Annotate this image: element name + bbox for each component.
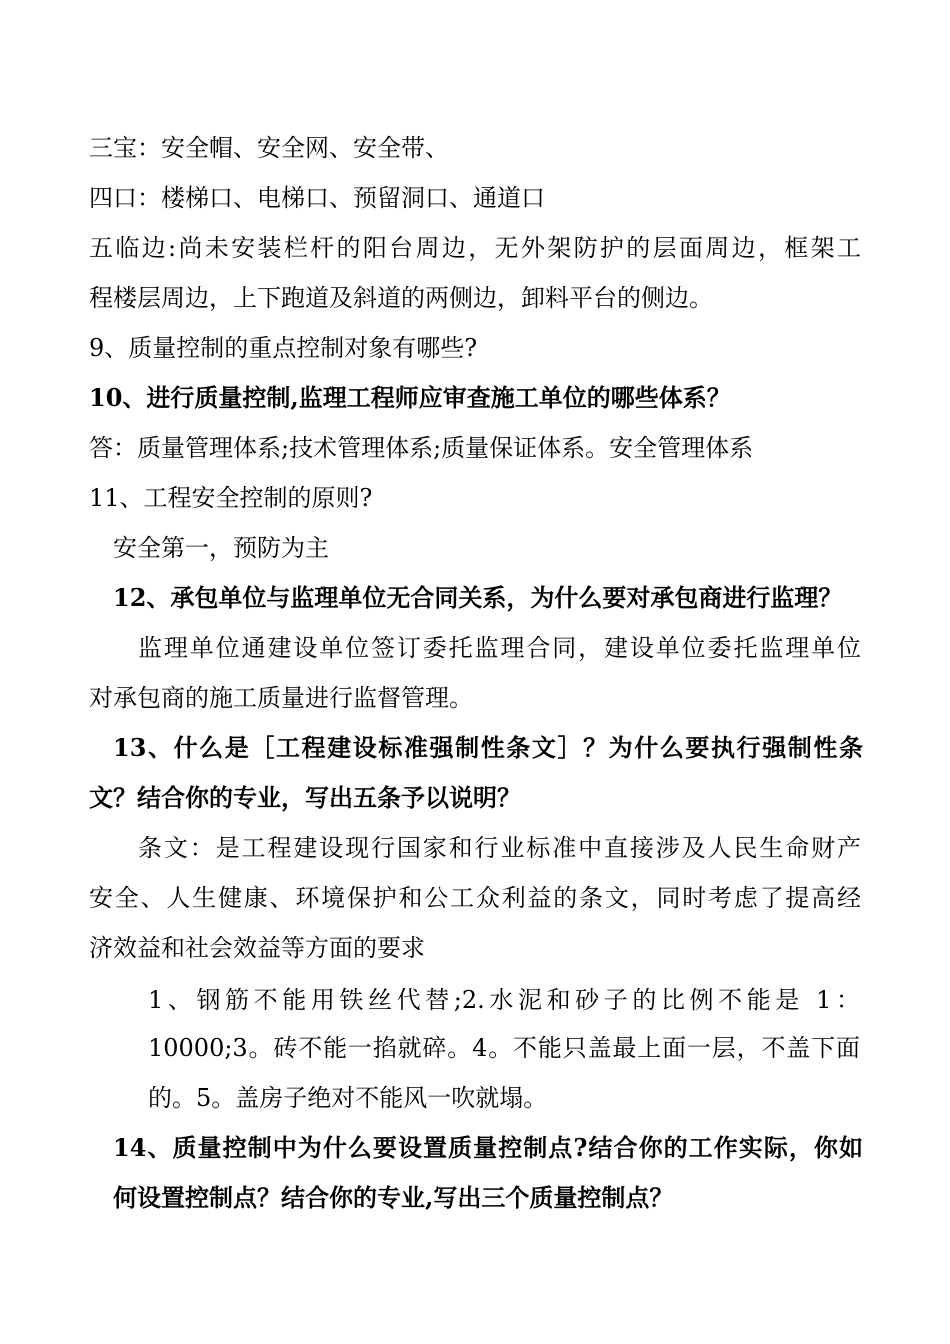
answer-13-line-3: 济效益和社会效益等方面的要求: [89, 934, 425, 962]
question-13-line-2: 文？结合你的专业，写出五条予以说明？: [89, 783, 521, 812]
example-line-3: 的。5。盖房子绝对不能风一吹就塌。: [148, 1084, 548, 1112]
question-14-line-2: 何设置控制点？结合你的专业,写出三个质量控制点？: [113, 1183, 674, 1212]
text-line-sanbao: 三宝：安全帽、安全网、安全带、: [89, 134, 449, 162]
example-line-1: 1、钢筋不能用铁丝代替;2.水泥和砂子的比例不能是 1：: [148, 986, 860, 1014]
answer-13-line-1: 条文：是工程建设现行国家和行业标准中直接涉及人民生命财产: [138, 834, 861, 862]
text-line-wulinbian: 五临边:尚未安装栏杆的阳台周边，无外架防护的层面周边，框架工: [89, 234, 861, 262]
answer-10: 答：质量管理体系;技术管理体系;质量保证体系。安全管理体系: [89, 434, 754, 462]
answer-11: 安全第一，预防为主: [113, 534, 329, 562]
question-14-line-1: 14、质量控制中为什么要设置质量控制点?结合你的工作实际，你如: [113, 1133, 863, 1162]
question-13-line-1: 13、什么是［工程建设标准强制性条文］？为什么要执行强制性条: [113, 733, 863, 762]
question-9: 9、质量控制的重点控制对象有哪些?: [89, 334, 478, 362]
question-12: 12、承包单位与监理单位无合同关系，为什么要对承包商进行监理？: [113, 583, 843, 612]
question-10: 10、进行质量控制,监理工程师应审查施工单位的哪些体系？: [89, 383, 731, 412]
question-11: 11、工程安全控制的原则?: [89, 484, 373, 512]
answer-12-line-2: 对承包商的施工质量进行监督管理。: [89, 684, 473, 712]
text-line-sikou: 四口：楼梯口、电梯口、预留洞口、通道口: [89, 184, 545, 212]
answer-12-line-1: 监理单位通建设单位签订委托监理合同，建设单位委托监理单位: [138, 634, 861, 662]
example-line-2: 10000;3。砖不能一掐就碎。4。不能只盖最上面一层，不盖下面: [148, 1034, 860, 1062]
text-line-wulinbian-cont: 程楼层周边，上下跑道及斜道的两侧边，卸料平台的侧边。: [89, 284, 713, 312]
answer-13-line-2: 安全、人生健康、环境保护和公工众利益的条文，同时考虑了提高经: [89, 884, 861, 912]
